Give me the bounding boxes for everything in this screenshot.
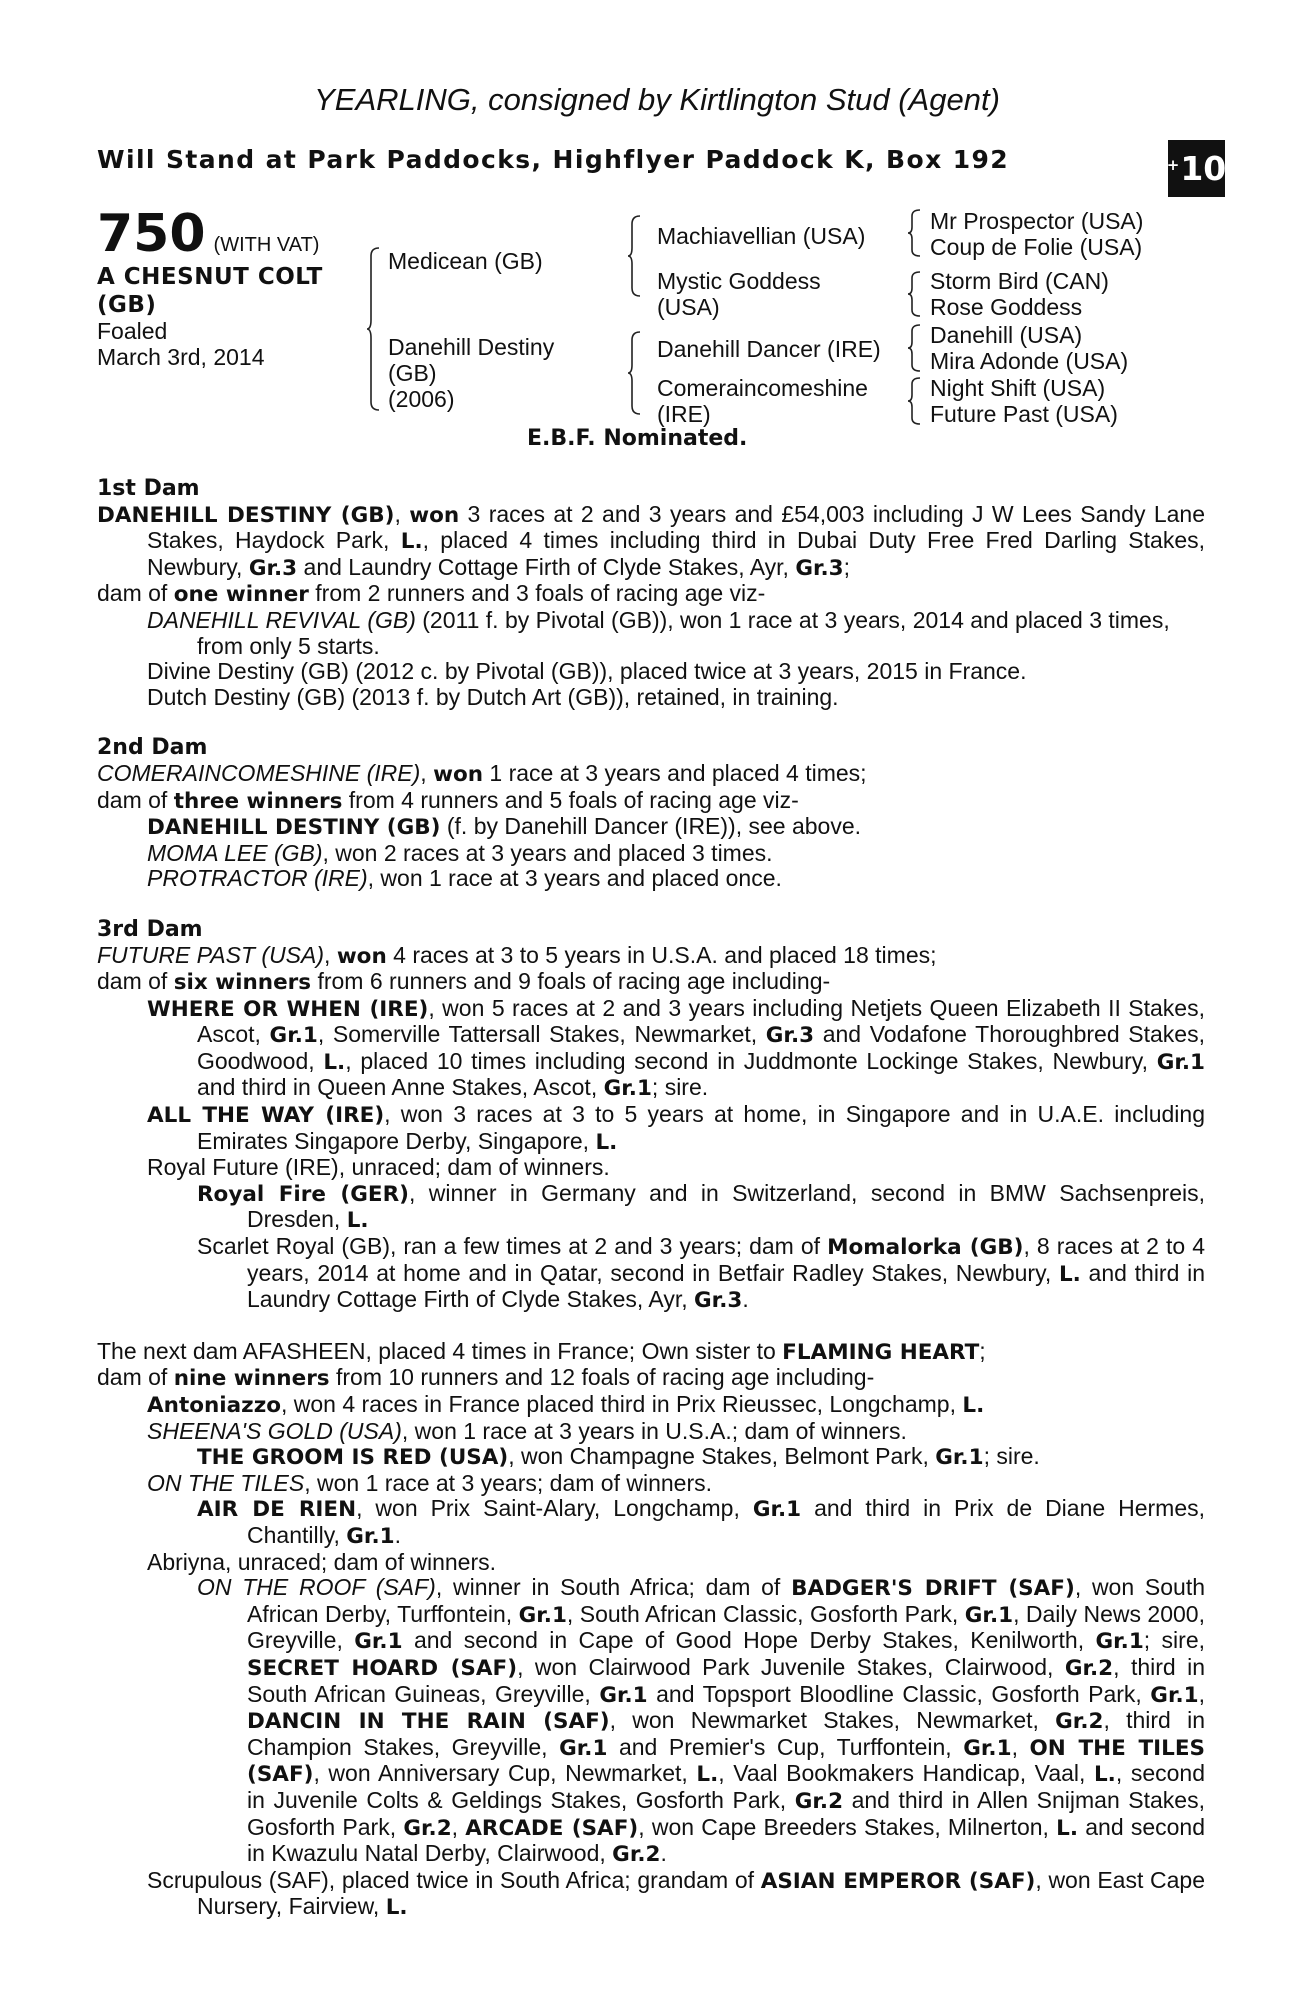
progeny-entry	[97, 1444, 1205, 1471]
pedigree-bracket-dd	[908, 378, 922, 424]
text: 1 race at 3 years and placed 4 times;	[483, 759, 867, 786]
text: , South African Classic, Gosforth Park,	[566, 1600, 965, 1627]
grade: L.	[385, 1895, 408, 1921]
text: .	[394, 1521, 401, 1548]
grade: Gr.1	[559, 1735, 608, 1761]
first-dam-heading: 1st Dam	[97, 476, 200, 501]
text: , won South African Derby, Turffontein,	[247, 1574, 1205, 1627]
horse-name: Antoniazzo	[147, 1393, 281, 1418]
text: from 4 runners and 5 foals of racing age viz-	[342, 786, 799, 813]
pedigree-sire-dam	[657, 268, 821, 320]
grade: Gr.1	[1095, 1629, 1144, 1655]
progeny-entry	[97, 1868, 1205, 1921]
text: , won 5 races at 2 and 3 years including Netjets Queen Elizabeth II Stakes, Ascot,	[197, 994, 1205, 1048]
text: , won 4 races in France placed third in Prix Rieussec, Longchamp,	[280, 1391, 963, 1417]
foaled-date: March 3rd, 2014	[97, 344, 265, 370]
progeny-entry	[97, 1392, 1205, 1419]
badge-plus: +	[1166, 155, 1180, 174]
grade: Gr.1	[964, 1602, 1014, 1628]
badge-number: 10	[1180, 149, 1227, 188]
grade: L.	[1058, 1261, 1081, 1287]
grade: L.	[962, 1393, 985, 1418]
text: and third in Queen Anne Stakes, Ascot,	[197, 1074, 604, 1101]
text: and second in Cape of Good Hope Derby Stakes, Kenilworth,	[402, 1627, 1096, 1654]
text: , Vaal Bookmakers Handicap, Vaal,	[718, 1760, 1094, 1787]
text: , won Newmarket Stakes, Newmarket,	[609, 1707, 1056, 1734]
text: 3 races at 2 and 3 years and £54,003 including J W Lees Sandy Lane Stakes, Haydock Park,	[147, 500, 1205, 554]
text: ;	[843, 553, 851, 580]
grade: L.	[1056, 1815, 1079, 1841]
text: , winner in Germany and in Switzerland, second in BMW Sachsenpreis, Dresden,	[247, 1179, 1205, 1233]
text: , Daily News 2000, Greyville,	[247, 1600, 1205, 1654]
winners-count: three winners	[173, 788, 343, 814]
text: (2011 f. by Pivotal (GB)), won 1 race at 3 years, 2014 and placed 3 times, from only 5 starts.	[197, 606, 1170, 659]
pedigree-gen3-3: Storm Bird (CAN)	[930, 268, 1109, 294]
second-dam-record	[97, 761, 1205, 788]
horse-name: PROTRACTOR (IRE)	[147, 865, 368, 892]
pedigree-dam-dam	[657, 375, 868, 427]
text: ; sire.	[651, 1074, 709, 1101]
text: and third in Laundry Cottage Firth of Clyde Stakes, Ayr,	[247, 1259, 1205, 1313]
stand-location: Will Stand at Park Paddocks, Highflyer Paddock K, Box 192	[97, 145, 1010, 174]
horse-name: MOMA LEE (GB)	[147, 839, 323, 866]
progeny-entry	[97, 866, 1205, 892]
text: and Topsport Bloodline Classic, Gosforth Park,	[647, 1680, 1151, 1707]
pedigree-bracket-sd	[908, 272, 922, 316]
text: , third in South African Guineas, Greyville,	[247, 1653, 1205, 1707]
progeny-entry	[97, 1181, 1205, 1234]
grade: Gr.3	[765, 1023, 815, 1049]
horse-name: WHERE OR WHEN (IRE)	[147, 996, 429, 1022]
horse-name: FUTURE PAST (USA)	[97, 941, 325, 968]
text: from 2 runners and 3 foals of racing age viz-	[308, 580, 766, 607]
grade: Gr.2	[1064, 1655, 1114, 1681]
horse-name: SHEENA'S GOLD (USA)	[147, 1417, 402, 1444]
grade: Gr.3	[795, 555, 844, 581]
lot-description	[97, 263, 323, 319]
third-dam-record	[97, 943, 1205, 970]
text: Scrupulous (SAF), placed twice in South Africa; grandam of	[147, 1866, 761, 1893]
progeny-entry	[97, 1419, 1205, 1445]
progeny-entry	[97, 608, 1205, 659]
text: , won 3 races at 3 to 5 years at home, in Singapore and in U.A.E. including Emirates Singapore Derby, Singapore,	[197, 1101, 1205, 1154]
progeny-entry	[97, 1102, 1205, 1155]
text: and Vodafone Thoroughbred Stakes, Goodwood,	[197, 1021, 1205, 1074]
pedigree-dam-dam-line1: Comeraincomeshine	[657, 375, 868, 401]
horse-name: BADGER'S DRIFT (SAF)	[791, 1576, 1075, 1602]
pedigree-bracket-dam	[628, 332, 642, 414]
pedigree-gen3-5: Danehill (USA)	[930, 322, 1083, 348]
text: ,	[420, 759, 434, 786]
foaled-info	[97, 318, 264, 370]
progeny-entry	[97, 814, 1205, 841]
pedigree-gen3-1: Mr Prospector (USA)	[930, 208, 1144, 234]
pedigree-bracket-main	[367, 248, 381, 410]
horse-name: ALL THE WAY (IRE)	[147, 1103, 385, 1129]
pedigree-gen3-8: Future Past (USA)	[930, 401, 1118, 427]
pedigree-bracket-ss	[908, 210, 922, 256]
pedigree-bracket-ds	[908, 325, 922, 371]
ebf-nominated: E.B.F. Nominated.	[527, 426, 748, 451]
text: ,	[1011, 1733, 1030, 1760]
grade: Gr.1	[752, 1497, 802, 1523]
grade: Gr.1	[599, 1682, 648, 1708]
text: , placed 10 times including second in Juddmonte Lockinge Stakes, Newbury,	[345, 1047, 1157, 1074]
text: , third in Champion Stakes, Greyville,	[247, 1707, 1205, 1760]
grade: Gr.1	[346, 1523, 395, 1549]
text: ; sire,	[1143, 1627, 1206, 1654]
pedigree-dam-line1: Danehill Destiny	[388, 334, 555, 360]
text: , won Prix Saint-Alary, Longchamp,	[356, 1495, 753, 1522]
foaled-label: Foaled	[97, 318, 168, 344]
next-dam-produce	[97, 1365, 1205, 1392]
horse-name: FLAMING HEART	[782, 1339, 980, 1365]
text: ,	[324, 941, 337, 968]
pedigree-bracket-sire	[628, 216, 642, 296]
third-dam-heading: 3rd Dam	[97, 916, 203, 942]
first-dam-record	[97, 502, 1205, 582]
lot-number	[97, 204, 320, 264]
horse-name: Royal Fire (GER)	[197, 1181, 409, 1207]
text: from 10 runners and 12 foals of racing age including-	[329, 1364, 875, 1391]
grade: Gr.2	[794, 1788, 844, 1814]
horse-name: ASIAN EMPEROR (SAF)	[760, 1868, 1036, 1894]
text: and Premier's Cup, Turffontein,	[607, 1733, 964, 1760]
grade: Gr.1	[1150, 1682, 1199, 1708]
text: ,	[451, 1813, 466, 1840]
pedigree-sire: Medicean (GB)	[388, 248, 543, 274]
horse-name: COMERAINCOMESHINE (IRE)	[97, 759, 421, 786]
lot-number-value: 750	[97, 204, 206, 264]
pedigree-dam-dam-line2: (IRE)	[657, 401, 711, 427]
text: , won Cape Breeders Stakes, Milnerton,	[638, 1813, 1057, 1840]
text: , won Anniversary Cup, Newmarket,	[313, 1760, 697, 1787]
pedigree-dam-line2: (GB)	[388, 360, 437, 386]
text: ,	[1198, 1680, 1205, 1707]
pedigree-sire-dam-line2: (USA)	[657, 294, 720, 320]
grade: Gr.3	[694, 1288, 743, 1314]
horse-name: AIR DE RIEN	[197, 1497, 357, 1523]
lot-description-line2: (GB)	[97, 292, 157, 318]
grade: Gr.1	[354, 1629, 403, 1655]
pedigree-dam	[388, 334, 554, 412]
grade: Gr.1	[269, 1023, 318, 1049]
second-dam-heading: 2nd Dam	[97, 735, 208, 761]
grade: Gr.2	[403, 1815, 452, 1841]
text: , 8 races at 2 to 4 years, 2014 at home and in Qatar, second in Betfair Radley Stakes, Newbury,	[247, 1233, 1205, 1286]
first-dam-produce	[97, 581, 1205, 608]
text: and third in Prix de Diane Hermes, Chantilly,	[247, 1495, 1206, 1548]
progeny-entry	[97, 841, 1205, 867]
text: Scarlet Royal (GB), ran a few times at 2 and 3 years; dam of	[197, 1233, 828, 1260]
horse-name: DANEHILL REVIVAL (GB)	[147, 606, 416, 633]
grade: L.	[346, 1208, 369, 1234]
horse-name: ON THE ROOF (SAF)	[197, 1574, 436, 1601]
text: The next dam AFASHEEN, placed 4 times in France; Own sister to	[97, 1337, 783, 1364]
page-title: YEARLING, consigned by Kirtlington Stud (Agent)	[314, 82, 1000, 117]
pedigree-gen3-6: Mira Adonde (USA)	[930, 348, 1129, 374]
grade: Gr.2	[1055, 1709, 1104, 1735]
text: , won Clairwood Park Juvenile Stakes, Clairwood,	[517, 1653, 1065, 1680]
text: , placed 4 times including third in Dubai Duty Free Fred Darling Stakes, Newbury,	[147, 527, 1205, 580]
pedigree-gen3-2: Coup de Folie (USA)	[930, 234, 1143, 260]
text: and third in Allen Snijman Stakes, Gosforth Park,	[247, 1786, 1205, 1840]
text: , won 1 race at 3 years in U.S.A.; dam of winners.	[401, 1417, 907, 1444]
winners-count: six winners	[173, 970, 312, 996]
horse-name: DANEHILL DESTINY (GB)	[97, 502, 395, 528]
second-dam-produce	[97, 788, 1205, 815]
grade: Gr.2	[612, 1842, 661, 1868]
text: , won 1 race at 3 years and placed once.	[367, 865, 782, 892]
progeny-entry: Abriyna, unraced; dam of winners.	[147, 1548, 497, 1575]
text: , winner in South Africa; dam of	[435, 1574, 792, 1601]
won-label: won	[336, 943, 387, 969]
text: , won 1 race at 3 years; dam of winners.	[304, 1469, 713, 1496]
progeny-entry	[97, 1471, 1205, 1497]
text: .	[742, 1286, 749, 1313]
text: ;	[979, 1337, 986, 1364]
grade: L.	[1093, 1762, 1116, 1788]
text: dam of	[97, 1364, 174, 1391]
text: , Somerville Tattersall Stakes, Newmarket,	[317, 1021, 766, 1048]
text: ; sire.	[983, 1443, 1040, 1470]
horse-name: SECRET HOARD (SAF)	[247, 1655, 518, 1681]
text: .	[660, 1840, 667, 1867]
grade: L.	[595, 1129, 618, 1155]
text: and second in Kwazulu Natal Derby, Clairwood,	[247, 1813, 1206, 1867]
text: from 6 runners and 9 foals of racing age including-	[311, 968, 831, 995]
grade: Gr.1	[603, 1076, 652, 1102]
text: ,	[394, 500, 410, 527]
winners-count: one winner	[173, 582, 309, 608]
grade: Gr.1	[1156, 1049, 1205, 1075]
progeny-entry: Divine Destiny (GB) (2012 c. by Pivotal (GB)), placed twice at 3 years, 2015 in France.	[147, 658, 1027, 685]
horse-name: THE GROOM IS RED (USA)	[197, 1445, 509, 1471]
text: , won Champagne Stakes, Belmont Park,	[508, 1443, 936, 1470]
progeny-entry: Royal Future (IRE), unraced; dam of winners.	[147, 1154, 610, 1181]
lot-badge	[1168, 140, 1225, 197]
text: dam of	[97, 580, 174, 607]
text: , won 2 races at 3 years and placed 3 times.	[322, 839, 773, 866]
pedigree-gen3-7: Night Shift (USA)	[930, 375, 1106, 401]
horse-name: ARCADE (SAF)	[465, 1815, 639, 1841]
third-dam-produce	[97, 969, 1205, 996]
progeny-entry: Dutch Destiny (GB) (2013 f. by Dutch Art (GB)), retained, in training.	[147, 683, 839, 710]
grade: Gr.1	[518, 1602, 567, 1628]
text: dam of	[97, 786, 174, 813]
grade: Gr.3	[248, 555, 298, 581]
text: (f. by Danehill Dancer (IRE)), see above.	[440, 813, 862, 840]
horse-name: ON THE TILES	[147, 1469, 305, 1496]
pedigree-sire-dam-line1: Mystic Goddess	[657, 268, 821, 294]
pedigree-sire-sire: Machiavellian (USA)	[657, 223, 866, 249]
grade: L.	[696, 1762, 719, 1788]
horse-name: Momalorka (GB)	[827, 1235, 1024, 1261]
next-dam-record	[97, 1339, 1205, 1366]
pedigree-dam-sire: Danehill Dancer (IRE)	[657, 336, 881, 362]
won-label: won	[409, 502, 460, 528]
text: , won East Cape Nursery, Fairview,	[197, 1866, 1206, 1920]
text: dam of	[97, 968, 174, 995]
progeny-entry	[97, 996, 1205, 1102]
catalogue-body	[97, 476, 1205, 1921]
grade: Gr.1	[963, 1735, 1012, 1761]
won-label: won	[433, 761, 484, 787]
lot-description-line1: A CHESNUT COLT	[97, 264, 323, 290]
text: 4 races at 3 to 5 years in U.S.A. and placed 18 times;	[386, 941, 937, 968]
pedigree-gen3-4: Rose Goddess	[930, 294, 1083, 320]
progeny-entry	[97, 1496, 1205, 1549]
horse-name: DANCIN IN THE RAIN (SAF)	[247, 1709, 610, 1735]
text: , second in Juvenile Colts & Geldings Stakes, Gosforth Park,	[247, 1760, 1205, 1813]
horse-name: ON THE TILES (SAF)	[247, 1735, 1206, 1788]
progeny-entry	[97, 1575, 1205, 1868]
winners-count: nine winners	[173, 1366, 330, 1392]
text: and Laundry Cottage Firth of Clyde Stakes, Ayr,	[297, 553, 796, 580]
grade: Gr.1	[935, 1445, 984, 1471]
pedigree-dam-line3: (2006)	[388, 386, 455, 412]
vat-note: (WITH VAT)	[213, 234, 320, 256]
progeny-entry	[97, 1234, 1205, 1314]
horse-name: DANEHILL DESTINY (GB)	[147, 815, 441, 841]
grade: L.	[323, 1049, 346, 1075]
grade: L.	[400, 529, 423, 555]
